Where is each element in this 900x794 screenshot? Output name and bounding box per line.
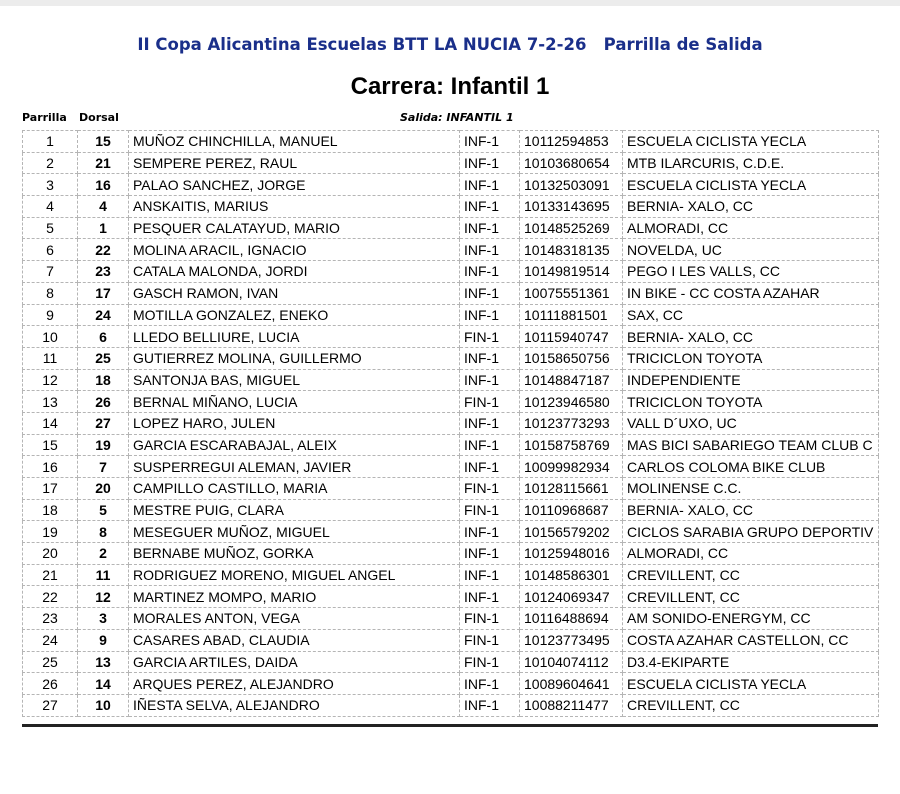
cell-dorsal: 8 <box>78 521 129 543</box>
cell-categoria: INF-1 <box>460 564 520 586</box>
cell-dorsal: 13 <box>78 651 129 673</box>
cell-licencia: 10148318135 <box>520 239 623 261</box>
cell-categoria: INF-1 <box>460 152 520 174</box>
cell-dorsal: 16 <box>78 174 129 196</box>
cell-categoria: FIN-1 <box>460 499 520 521</box>
column-header-parrilla: Parrilla <box>22 111 67 124</box>
cell-parrilla: 11 <box>23 347 78 369</box>
cell-dorsal: 6 <box>78 326 129 348</box>
cell-categoria: INF-1 <box>460 456 520 478</box>
cell-categoria: FIN-1 <box>460 651 520 673</box>
cell-club: BERNIA- XALO, CC <box>623 499 879 521</box>
cell-dorsal: 14 <box>78 673 129 695</box>
table-row <box>23 651 879 673</box>
cell-parrilla: 9 <box>23 304 78 326</box>
cell-categoria: INF-1 <box>460 174 520 196</box>
cell-nombre: SANTONJA BAS, MIGUEL <box>129 369 460 391</box>
table-row <box>23 478 879 500</box>
cell-categoria: INF-1 <box>460 261 520 283</box>
cell-nombre: GARCIA ARTILES, DAIDA <box>129 651 460 673</box>
event-title: II Copa Alicantina Escuelas BTT LA NUCIA 7-2-26 Parrilla de Salida <box>137 35 763 54</box>
table-row <box>23 499 879 521</box>
cell-nombre: ARQUES PEREZ, ALEJANDRO <box>129 673 460 695</box>
cell-club: ALMORADI, CC <box>623 543 879 565</box>
cell-dorsal: 2 <box>78 543 129 565</box>
column-header-dorsal: Dorsal <box>79 111 119 124</box>
cell-dorsal: 22 <box>78 239 129 261</box>
cell-nombre: MESEGUER MUÑOZ, MIGUEL <box>129 521 460 543</box>
cell-dorsal: 24 <box>78 304 129 326</box>
cell-club: D3.4-EKIPARTE <box>623 651 879 673</box>
cell-parrilla: 8 <box>23 282 78 304</box>
cell-nombre: IÑESTA SELVA, ALEJANDRO <box>129 694 460 716</box>
cell-licencia: 10149819514 <box>520 261 623 283</box>
table-row <box>23 369 879 391</box>
cell-club: CICLOS SARABIA GRUPO DEPORTIV <box>623 521 879 543</box>
cell-nombre: CASARES ABAD, CLAUDIA <box>129 629 460 651</box>
cell-licencia: 10089604641 <box>520 673 623 695</box>
table-row <box>23 239 879 261</box>
cell-licencia: 10158650756 <box>520 347 623 369</box>
cell-licencia: 10124069347 <box>520 586 623 608</box>
cell-parrilla: 4 <box>23 196 78 218</box>
cell-licencia: 10110968687 <box>520 499 623 521</box>
cell-categoria: FIN-1 <box>460 326 520 348</box>
table-row <box>23 347 879 369</box>
cell-licencia: 10123773293 <box>520 412 623 434</box>
cell-licencia: 10115940747 <box>520 326 623 348</box>
cell-dorsal: 21 <box>78 152 129 174</box>
cell-club: ESCUELA CICLISTA YECLA <box>623 673 879 695</box>
cell-parrilla: 25 <box>23 651 78 673</box>
cell-licencia: 10158758769 <box>520 434 623 456</box>
cell-dorsal: 10 <box>78 694 129 716</box>
cell-dorsal: 9 <box>78 629 129 651</box>
table-row <box>23 629 879 651</box>
cell-parrilla: 17 <box>23 478 78 500</box>
cell-nombre: CAMPILLO CASTILLO, MARIA <box>129 478 460 500</box>
cell-nombre: SEMPERE PEREZ, RAUL <box>129 152 460 174</box>
table-row <box>23 152 879 174</box>
cell-dorsal: 27 <box>78 412 129 434</box>
cell-dorsal: 12 <box>78 586 129 608</box>
cell-dorsal: 23 <box>78 261 129 283</box>
cell-nombre: MUÑOZ CHINCHILLA, MANUEL <box>129 131 460 153</box>
cell-club: SAX, CC <box>623 304 879 326</box>
cell-parrilla: 7 <box>23 261 78 283</box>
cell-licencia: 10104074112 <box>520 651 623 673</box>
table-row <box>23 196 879 218</box>
cell-nombre: LOPEZ HARO, JULEN <box>129 412 460 434</box>
cell-dorsal: 20 <box>78 478 129 500</box>
cell-categoria: FIN-1 <box>460 478 520 500</box>
table-row <box>23 673 879 695</box>
cell-parrilla: 6 <box>23 239 78 261</box>
cell-parrilla: 10 <box>23 326 78 348</box>
cell-parrilla: 21 <box>23 564 78 586</box>
cell-club: ESCUELA CICLISTA YECLA <box>623 174 879 196</box>
cell-dorsal: 11 <box>78 564 129 586</box>
cell-categoria: FIN-1 <box>460 608 520 630</box>
cell-club: MOLINENSE C.C. <box>623 478 879 500</box>
cell-club: CREVILLENT, CC <box>623 694 879 716</box>
cell-nombre: MESTRE PUIG, CLARA <box>129 499 460 521</box>
cell-dorsal: 3 <box>78 608 129 630</box>
cell-categoria: INF-1 <box>460 521 520 543</box>
cell-nombre: RODRIGUEZ MORENO, MIGUEL ANGEL <box>129 564 460 586</box>
cell-parrilla: 27 <box>23 694 78 716</box>
cell-parrilla: 24 <box>23 629 78 651</box>
cell-categoria: INF-1 <box>460 412 520 434</box>
start-grid-table <box>22 130 879 717</box>
cell-categoria: INF-1 <box>460 217 520 239</box>
cell-club: VALL D´UXO, UC <box>623 412 879 434</box>
cell-licencia: 10128115661 <box>520 478 623 500</box>
cell-nombre: PALAO SANCHEZ, JORGE <box>129 174 460 196</box>
cell-nombre: MARTINEZ MOMPO, MARIO <box>129 586 460 608</box>
cell-club: MAS BICI SABARIEGO TEAM CLUB C <box>623 434 879 456</box>
cell-club: COSTA AZAHAR CASTELLON, CC <box>623 629 879 651</box>
cell-nombre: MORALES ANTON, VEGA <box>129 608 460 630</box>
cell-club: CARLOS COLOMA BIKE CLUB <box>623 456 879 478</box>
cell-dorsal: 26 <box>78 391 129 413</box>
cell-club: AM SONIDO-ENERGYM, CC <box>623 608 879 630</box>
cell-club: TRICICLON TOYOTA <box>623 347 879 369</box>
cell-parrilla: 13 <box>23 391 78 413</box>
table-row <box>23 326 879 348</box>
cell-licencia: 10123946580 <box>520 391 623 413</box>
cell-club: TRICICLON TOYOTA <box>623 391 879 413</box>
cell-licencia: 10133143695 <box>520 196 623 218</box>
cell-categoria: INF-1 <box>460 304 520 326</box>
table-row <box>23 586 879 608</box>
cell-nombre: MOLINA ARACIL, IGNACIO <box>129 239 460 261</box>
cell-categoria: FIN-1 <box>460 629 520 651</box>
cell-club: BERNIA- XALO, CC <box>623 196 879 218</box>
cell-categoria: INF-1 <box>460 282 520 304</box>
cell-categoria: INF-1 <box>460 434 520 456</box>
cell-nombre: SUSPERREGUI ALEMAN, JAVIER <box>129 456 460 478</box>
cell-categoria: INF-1 <box>460 543 520 565</box>
cell-licencia: 10111881501 <box>520 304 623 326</box>
cell-club: ESCUELA CICLISTA YECLA <box>623 131 879 153</box>
salida-label: Salida: INFANTIL 1 <box>400 111 514 124</box>
cell-nombre: MOTILLA GONZALEZ, ENEKO <box>129 304 460 326</box>
cell-licencia: 10123773495 <box>520 629 623 651</box>
cell-nombre: GASCH RAMON, IVAN <box>129 282 460 304</box>
table-row <box>23 521 879 543</box>
cell-club: PEGO I LES VALLS, CC <box>623 261 879 283</box>
cell-licencia: 10148847187 <box>520 369 623 391</box>
table-row <box>23 608 879 630</box>
cell-nombre: PESQUER CALATAYUD, MARIO <box>129 217 460 239</box>
cell-nombre: GUTIERREZ MOLINA, GUILLERMO <box>129 347 460 369</box>
cell-categoria: INF-1 <box>460 131 520 153</box>
cell-categoria: INF-1 <box>460 694 520 716</box>
cell-club: IN BIKE - CC COSTA AZAHAR <box>623 282 879 304</box>
cell-dorsal: 19 <box>78 434 129 456</box>
cell-categoria: INF-1 <box>460 347 520 369</box>
table-row <box>23 564 879 586</box>
cell-parrilla: 20 <box>23 543 78 565</box>
cell-categoria: INF-1 <box>460 673 520 695</box>
cell-dorsal: 17 <box>78 282 129 304</box>
cell-dorsal: 1 <box>78 217 129 239</box>
table-row <box>23 391 879 413</box>
cell-parrilla: 18 <box>23 499 78 521</box>
cell-parrilla: 22 <box>23 586 78 608</box>
cell-parrilla: 3 <box>23 174 78 196</box>
cell-parrilla: 16 <box>23 456 78 478</box>
cell-nombre: ANSKAITIS, MARIUS <box>129 196 460 218</box>
table-row <box>23 694 879 716</box>
cell-parrilla: 15 <box>23 434 78 456</box>
cell-club: ALMORADI, CC <box>623 217 879 239</box>
cell-nombre: CATALA MALONDA, JORDI <box>129 261 460 283</box>
cell-club: NOVELDA, UC <box>623 239 879 261</box>
cell-licencia: 10088211477 <box>520 694 623 716</box>
cell-dorsal: 25 <box>78 347 129 369</box>
cell-licencia: 10156579202 <box>520 521 623 543</box>
cell-licencia: 10148525269 <box>520 217 623 239</box>
cell-licencia: 10125948016 <box>520 543 623 565</box>
table-row <box>23 261 879 283</box>
cell-categoria: INF-1 <box>460 239 520 261</box>
cell-nombre: GARCIA ESCARABAJAL, ALEIX <box>129 434 460 456</box>
start-grid-body <box>23 131 879 717</box>
cell-club: BERNIA- XALO, CC <box>623 326 879 348</box>
table-row <box>23 456 879 478</box>
cell-parrilla: 14 <box>23 412 78 434</box>
cell-dorsal: 7 <box>78 456 129 478</box>
table-row <box>23 304 879 326</box>
cell-nombre: LLEDO BELLIURE, LUCIA <box>129 326 460 348</box>
cell-dorsal: 5 <box>78 499 129 521</box>
table-row <box>23 131 879 153</box>
table-row <box>23 282 879 304</box>
cell-dorsal: 18 <box>78 369 129 391</box>
cell-club: CREVILLENT, CC <box>623 586 879 608</box>
cell-nombre: BERNABE MUÑOZ, GORKA <box>129 543 460 565</box>
cell-licencia: 10112594853 <box>520 131 623 153</box>
cell-categoria: INF-1 <box>460 196 520 218</box>
cell-categoria: INF-1 <box>460 586 520 608</box>
table-row <box>23 412 879 434</box>
cell-licencia: 10132503091 <box>520 174 623 196</box>
cell-licencia: 10075551361 <box>520 282 623 304</box>
cell-dorsal: 15 <box>78 131 129 153</box>
cell-parrilla: 1 <box>23 131 78 153</box>
cell-licencia: 10103680654 <box>520 152 623 174</box>
cell-parrilla: 2 <box>23 152 78 174</box>
cell-dorsal: 4 <box>78 196 129 218</box>
cell-parrilla: 19 <box>23 521 78 543</box>
bottom-rule <box>22 724 878 727</box>
cell-categoria: INF-1 <box>460 369 520 391</box>
table-row <box>23 217 879 239</box>
cell-licencia: 10148586301 <box>520 564 623 586</box>
cell-club: MTB ILARCURIS, C.D.E. <box>623 152 879 174</box>
race-title: Carrera: Infantil 1 <box>350 73 550 100</box>
cell-categoria: FIN-1 <box>460 391 520 413</box>
cell-parrilla: 12 <box>23 369 78 391</box>
cell-club: CREVILLENT, CC <box>623 564 879 586</box>
cell-licencia: 10099982934 <box>520 456 623 478</box>
cell-parrilla: 5 <box>23 217 78 239</box>
cell-parrilla: 26 <box>23 673 78 695</box>
table-row <box>23 174 879 196</box>
cell-club: INDEPENDIENTE <box>623 369 879 391</box>
table-row <box>23 543 879 565</box>
table-row <box>23 434 879 456</box>
cell-parrilla: 23 <box>23 608 78 630</box>
cell-nombre: BERNAL MIÑANO, LUCIA <box>129 391 460 413</box>
top-bar <box>0 0 900 6</box>
cell-licencia: 10116488694 <box>520 608 623 630</box>
